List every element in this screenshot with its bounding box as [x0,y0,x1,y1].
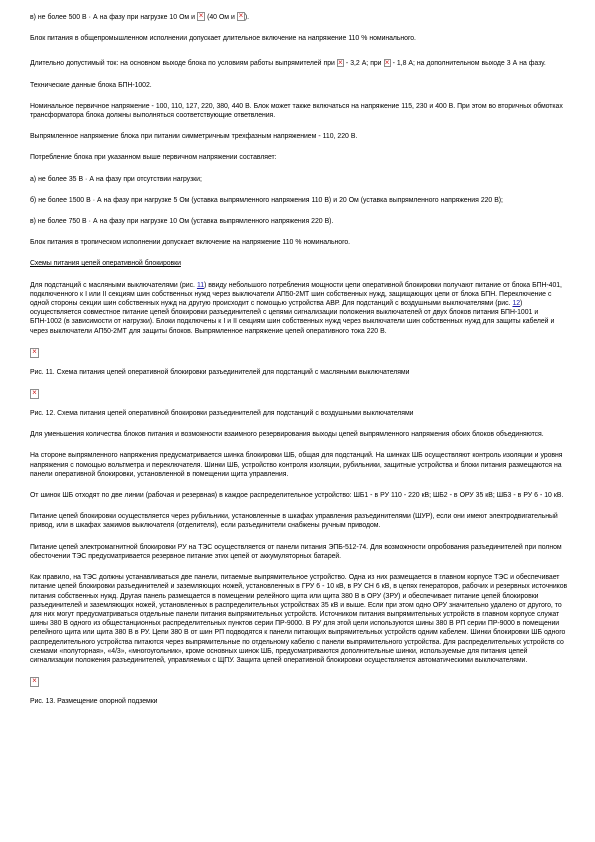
paragraph-tes-panels: Как правило, на ТЭС должны устанавливаться две панели, питаемые выпрямительное устройство. Одна из них размещается в главном корпусе ТЭС и обеспечивает питание цепей блокировки разъединителей и заземляющих ножей, установленных в ГРУ 6 - 10 кВ, в РУ СН 6 кВ, в цепях генераторов, рабочих и резервных источников питания собственных нужд. Другая панель размещается в помещении релейного щита или щита 380 В в ОРУ (ЗРУ) и обеспечивает питание цепей блокировки разъединителей и заземляющих ножей, установленных в распределительных устройствах 35 кВ и выше. Если при этом одно ОРУ значительно удалено от другого, то для них могут предусматриваться отдельные панели питания выпрямительных устройств. Источником питания выпрямительных устройств в главном корпусе служат шины 380 В одного из общестанционных распределительных пунктов серии ПР-9000. В РУ для этой цели используются шины 380 В РП серии ПР-9000 в помещении релейного щита или щита 380 В в РУ. Цепи 380 В от шин РП подводятся к панели питающих выпрямительных устройств одним кабелем. Шинки блокировки ШБ одного распределительного устройства питаются через выпрямительные по отдельному кабелю с панели выпрямительного устройства. Для распределительных устройств со схемами «полуторная», «4/3», «многоугольник», кроме основных шинок ШБ, предусматриваются дополнительные шинки, используемые для питания цепей сигнализации положения разъединителей, управляемых с ЩПУ. Защита цепей оперативной блокировки осуществляется автоматическими выключателями. [30,574,568,664]
paragraph-current: Длительно допустимый ток: на основном выходе блока по условиям работы выпрямителей при × - 3,2 А; при × - 1,8 А; на дополнительном выходе 3 А на фазу. [30,59,568,68]
paragraph-shb-bus: На стороне выпрямленного напряжения предусматривается шинка блокировки ШБ, общая для подстанций. На шинках ШБ осуществляют контроль изоляции и уровня напряжения с помощью вольтметра и переключателя. Шинки ШБ, устройство контроля изоляции, рубильники, защитные устройства и блоки питания размещаются на панели оперативной блокировки, установленной в помещении щита управления. [30,452,563,478]
figure-13-broken-image-icon [30,677,39,687]
paragraph-consumption-c2: в) не более 750 В · А на фазу при нагрузке 10 Ом (уставка выпрямленного напряжения 220 В). [30,218,334,226]
paragraph-rectified-voltage: Выпрямленное напряжение блока при питании симметричным трехфазным напряжением - 110, 220 В. [30,133,358,141]
broken-image-icon [384,59,391,67]
figure-11-link[interactable]: 11 [196,281,204,289]
paragraph-lines: От шинок ШБ отходят по две линии (рабочая и резервная) в каждое распределительное устройство: ШБ1 - в РУ 110 - 220 кВ; ШБ2 - в ОРУ 35 кВ; ШБ3 - в РУ 6 - 10 кВ. [30,492,564,500]
figure-13-caption: Рис. 13. Размещение опорной подземки [30,698,158,706]
broken-image-icon [197,12,205,21]
paragraph-switches: Питание цепей блокировки осуществляется через рубильники, установленные в шкафах управления разъединителями (ШУР), если они имеют электродвигательный привод, или в шкафах зажимов выключателя (отделителя), если разъединители снабжены ручным приводом. [30,513,558,530]
broken-image-icon [237,12,245,21]
document-page [30,12,568,706]
paragraph-power-schemes: Для подстанций с масляными выключателями (рис. 11) ввиду небольшого потребления мощности цепи оперативной блокировки получают питание от блока БПН-401, подключенного к I или II секциям шин собственных нужд через выключатели АП50-2МТ шин собственных нужд, защищающих цепи от блока БПН. Переключение с одной стороны секции шин собственных нужд на другую происходит с помощью устройства АВР. Для подстанций с воздушными выключателями (рис. 12) осуществляется совместное питание цепей блокировки разъединителей с цепями сигнализации положения выключателей от двух блоков питания БПН-1001 и БПН-1002 (в зависимости от нагрузки). Блоки подключены к I и II секциям шин собственных нужд через выключатели шин собственных нужд для защиты кабелей и через выключатели АП50-2МТ для защиты блоков. Выпрямленное напряжение цепей оперативного тока 220 В. [30,281,562,335]
figure-12-broken-image-icon [30,389,39,399]
figure-12-caption: Рис. 12. Схема питания цепей оперативной блокировки разъединителей для подстанций с воздушными выключателями [30,410,414,418]
broken-image-icon [337,59,344,67]
paragraph-tech-data-title: Технические данные блока БПН-1002. [30,81,152,89]
paragraph-consumption-c: в) не более 500 В · А на фазу при нагрузке 10 Ом и × (40 Ом и × ). [30,12,568,22]
paragraph-reduce-blocks: Для уменьшения количества блоков питания и возможности взаимного резервирования выходы цепей выпрямленного напряжения обоих блоков объединяются. [30,431,544,439]
figure-12-link[interactable]: 12 [512,300,521,308]
paragraph-tes-power: Питание цепей электромагнитной блокировки РУ на ТЭС осуществляется от панели питания ЭПБ-512-74. Для возможности опробования разъединителей при полном обесточении ТЭС предусматривается резервное питание этих цепей от аккумуляторных батарей. [30,543,562,560]
paragraph-tropical: Блок питания в тропическом исполнении допускает включение на напряжение 110 % номинального. [30,239,351,247]
paragraph-consumption-b: б) не более 1500 В · А на фазу при нагрузке 5 Ом (уставка выпрямленного напряжения 110 В) и 20 Ом (уставка выпрямленного напряжения 220 В); [30,196,503,204]
paragraph-nominal-voltage: Номинальное первичное напряжение - 100, 110, 127, 220, 380, 440 В. Блок может также включаться на напряжение 115, 230 и 400 В. При этом во вторичных обмотках трансформатора блока должны выполняться соответствующие ответвления. [30,102,563,120]
paragraph-overvoltage: Блок питания в общепромышленном исполнении допускает длительное включение на напряжение 110 % номинального. [30,35,416,43]
figure-11-broken-image-icon [30,348,39,358]
figure-11-caption: Рис. 11. Схема питания цепей оперативной блокировки разъединителей для подстанций с масляными выключателями [30,368,410,376]
section-heading: Схемы питания цепей оперативной блокировки [30,260,181,268]
paragraph-consumption-a: а) не более 35 В · А на фазу при отсутствии нагрузки; [30,175,202,183]
paragraph-consumption-intro: Потребление блока при указанном выше первичном напряжении составляет: [30,154,277,162]
